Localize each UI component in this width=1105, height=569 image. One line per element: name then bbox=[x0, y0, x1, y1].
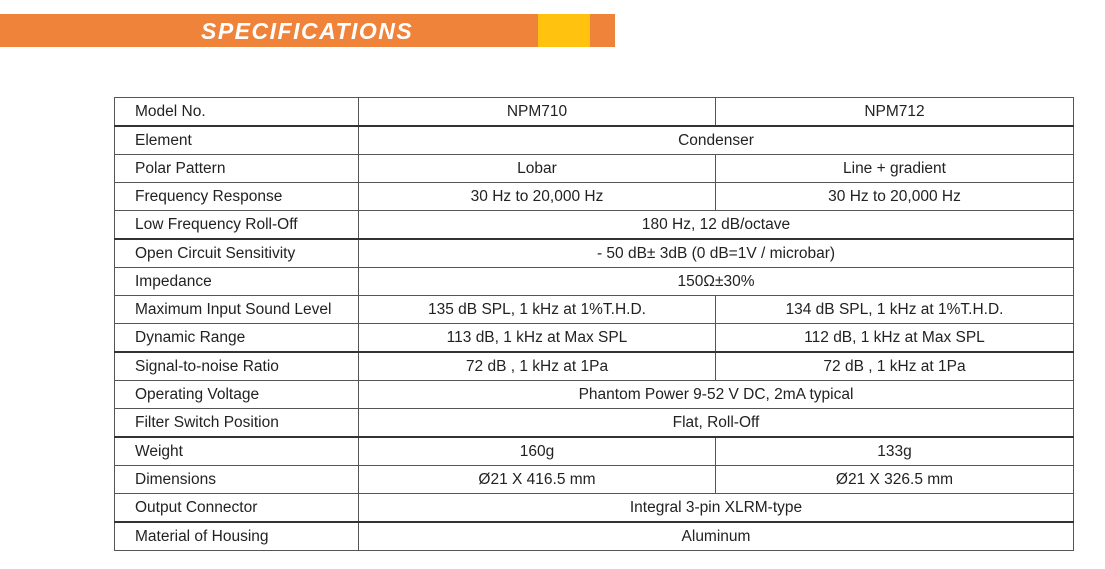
row-label: Filter Switch Position bbox=[115, 409, 359, 438]
row-label: Signal-to-noise Ratio bbox=[115, 352, 359, 381]
npm710-value-cell: Lobar bbox=[359, 155, 716, 183]
page-title: SPECIFICATIONS bbox=[201, 18, 414, 44]
table-row bbox=[115, 98, 1074, 127]
specifications-banner bbox=[0, 14, 615, 47]
shared-value-cell: 180 Hz, 12 dB/octave bbox=[359, 211, 1074, 240]
npm710-value-cell: 113 dB, 1 kHz at Max SPL bbox=[359, 324, 716, 353]
row-label: Low Frequency Roll-Off bbox=[115, 211, 359, 240]
npm712-value-cell: 134 dB SPL, 1 kHz at 1%T.H.D. bbox=[716, 296, 1074, 324]
row-label: Output Connector bbox=[115, 494, 359, 523]
row-label: Material of Housing bbox=[115, 522, 359, 551]
table-row bbox=[115, 211, 1074, 240]
table-row bbox=[115, 239, 1074, 268]
table-row bbox=[115, 409, 1074, 438]
banner-yellow-block bbox=[538, 14, 590, 47]
table-row bbox=[115, 494, 1074, 523]
specifications-table-body bbox=[115, 98, 1074, 551]
row-label: Element bbox=[115, 126, 359, 155]
row-label: Polar Pattern bbox=[115, 155, 359, 183]
row-label: Frequency Response bbox=[115, 183, 359, 211]
npm712-value-cell: 30 Hz to 20,000 Hz bbox=[716, 183, 1074, 211]
banner-orange-end-block bbox=[590, 14, 615, 47]
npm712-value-cell: 72 dB , 1 kHz at 1Pa bbox=[716, 352, 1074, 381]
row-label: Model No. bbox=[115, 98, 359, 127]
table-row bbox=[115, 381, 1074, 409]
table-row bbox=[115, 268, 1074, 296]
row-label: Dynamic Range bbox=[115, 324, 359, 353]
npm712-value-cell: Ø21 X 326.5 mm bbox=[716, 466, 1074, 494]
shared-value-cell: 150Ω±30% bbox=[359, 268, 1074, 296]
specifications-table bbox=[114, 97, 1074, 551]
npm710-value-cell: Ø21 X 416.5 mm bbox=[359, 466, 716, 494]
table-row bbox=[115, 183, 1074, 211]
table-row bbox=[115, 466, 1074, 494]
shared-value-cell: Phantom Power 9-52 V DC, 2mA typical bbox=[359, 381, 1074, 409]
row-label: Open Circuit Sensitivity bbox=[115, 239, 359, 268]
row-label: Maximum Input Sound Level bbox=[115, 296, 359, 324]
npm710-value-cell: NPM710 bbox=[359, 98, 716, 127]
shared-value-cell: Integral 3-pin XLRM-type bbox=[359, 494, 1074, 523]
npm712-value-cell: Line + gradient bbox=[716, 155, 1074, 183]
shared-value-cell: Aluminum bbox=[359, 522, 1074, 551]
row-label: Dimensions bbox=[115, 466, 359, 494]
npm712-value-cell: 112 dB, 1 kHz at Max SPL bbox=[716, 324, 1074, 353]
npm710-value-cell: 30 Hz to 20,000 Hz bbox=[359, 183, 716, 211]
shared-value-cell: Flat, Roll-Off bbox=[359, 409, 1074, 438]
row-label: Impedance bbox=[115, 268, 359, 296]
table-row bbox=[115, 155, 1074, 183]
npm712-value-cell: NPM712 bbox=[716, 98, 1074, 127]
table-row bbox=[115, 522, 1074, 551]
npm712-value-cell: 133g bbox=[716, 437, 1074, 466]
table-row bbox=[115, 126, 1074, 155]
row-label: Operating Voltage bbox=[115, 381, 359, 409]
shared-value-cell: - 50 dB± 3dB (0 dB=1V / microbar) bbox=[359, 239, 1074, 268]
row-label: Weight bbox=[115, 437, 359, 466]
npm710-value-cell: 135 dB SPL, 1 kHz at 1%T.H.D. bbox=[359, 296, 716, 324]
npm710-value-cell: 72 dB , 1 kHz at 1Pa bbox=[359, 352, 716, 381]
npm710-value-cell: 160g bbox=[359, 437, 716, 466]
table-row bbox=[115, 352, 1074, 381]
table-row bbox=[115, 437, 1074, 466]
table-row bbox=[115, 296, 1074, 324]
table-row bbox=[115, 324, 1074, 353]
shared-value-cell: Condenser bbox=[359, 126, 1074, 155]
